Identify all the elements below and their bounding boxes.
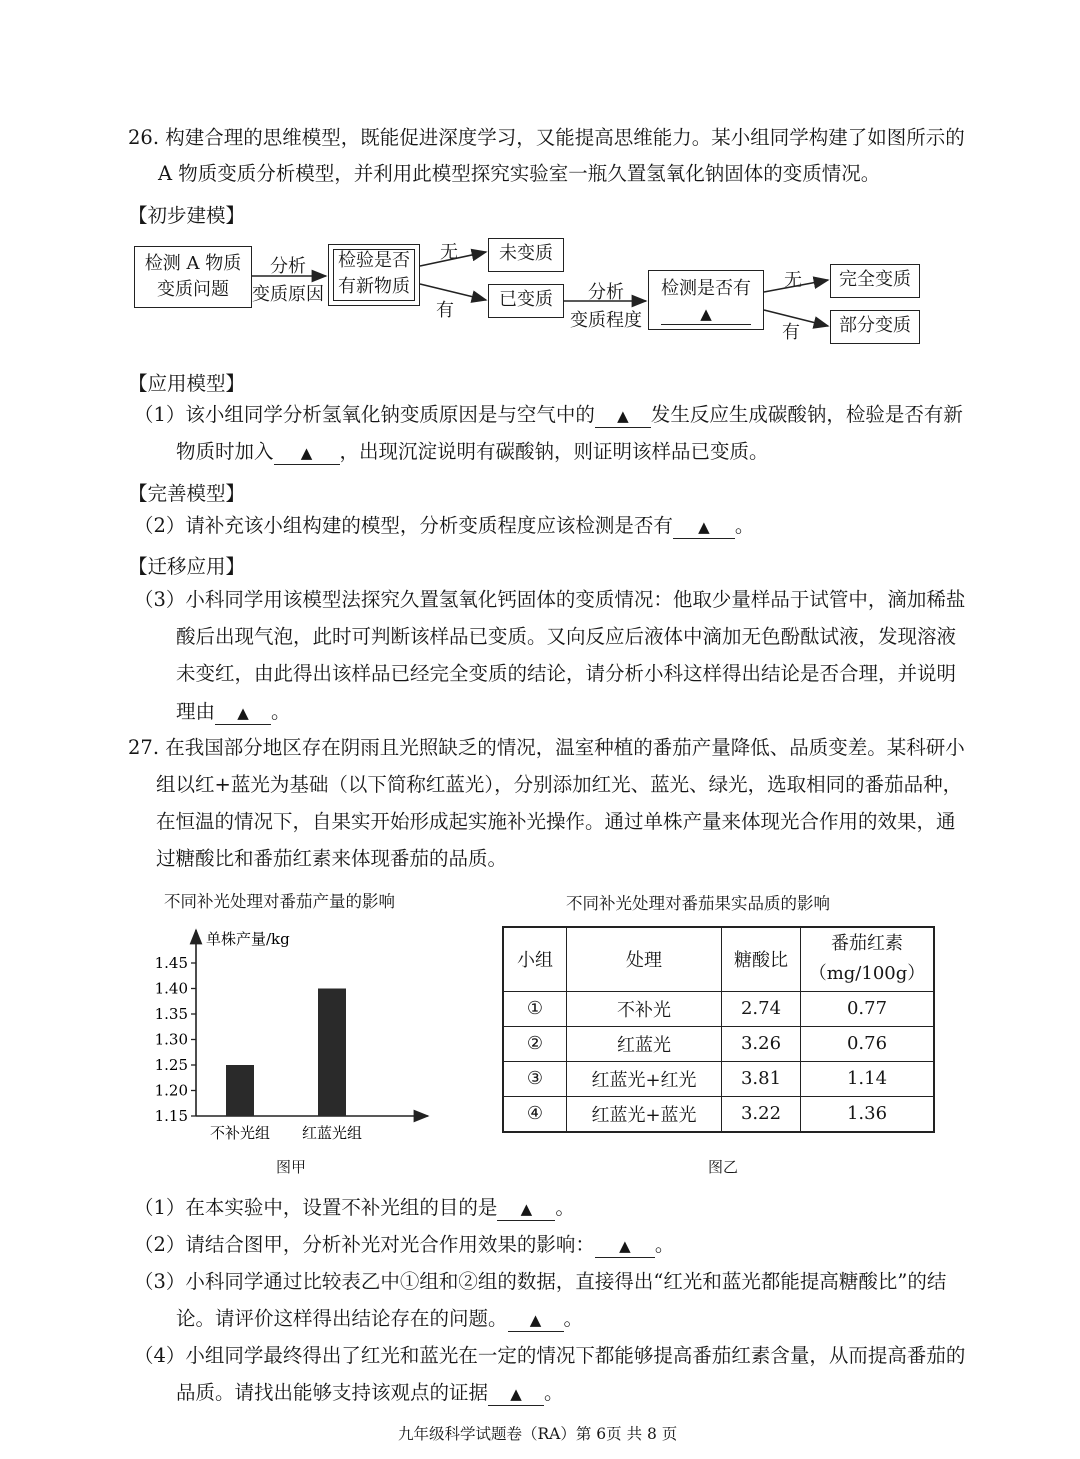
q26-line2: A 物质变质分析模型，并利用此模型探究实验室一瓶久置氢氧化钠固体的变质情况。 xyxy=(158,162,881,185)
text: 。 xyxy=(555,1196,575,1219)
table-header: 小组 xyxy=(503,927,567,991)
branch-no-label: 无 xyxy=(440,242,458,263)
table-cell: 3.22 xyxy=(722,1096,801,1132)
text: （1）该小组同学分析氢氧化钠变质原因是与空气中的 xyxy=(134,403,595,426)
table-cell: ③ xyxy=(503,1061,567,1096)
q27-line2: 组以红+蓝光为基础（以下简称红蓝光），分别添加红光、蓝光、绿光，选取相同的番茄品种， xyxy=(156,773,963,796)
box-text: 检测 A 物质 xyxy=(144,253,242,274)
branch-no-label: 无 xyxy=(784,270,802,291)
table-row xyxy=(503,1061,934,1096)
text: （1）在本实验中，设置不补光组的目的是 xyxy=(134,1196,498,1219)
y-tick-label: 1.25 xyxy=(154,1056,188,1074)
answer-blank: ▲ xyxy=(488,1383,544,1406)
bar xyxy=(226,1065,254,1116)
table-cell: ④ xyxy=(503,1096,567,1132)
q27-part1 xyxy=(134,1197,575,1221)
section-initial-modeling: 【初步建模】 xyxy=(128,204,246,227)
arrow-label: 分析 xyxy=(588,282,624,303)
box-text: 检验是否 xyxy=(338,250,410,271)
y-axis-label: 单株产量/kg xyxy=(206,930,290,948)
table-cell: 不补光 xyxy=(567,991,722,1026)
text: 。 xyxy=(544,1381,564,1404)
text: 品质。请找出能够支持该观点的证据 xyxy=(176,1381,489,1404)
table-header xyxy=(801,927,935,991)
q27-line3: 在恒温的情况下，自果实开始形成起实施补光操作。通过单株产量来体现光合作用的效果，通 xyxy=(156,810,956,833)
table-cell: 1.14 xyxy=(801,1061,935,1096)
q27-part3-line2 xyxy=(176,1308,583,1332)
answer-blank: ▲ xyxy=(673,516,735,539)
text: 发生反应生成碳酸钠，检验是否有新 xyxy=(650,403,963,426)
diagram-blank: ▲ xyxy=(661,304,751,325)
box-text: 检测是否有 xyxy=(661,278,751,299)
x-category-label: 红蓝光组 xyxy=(301,1124,363,1142)
table-cell: ① xyxy=(503,991,567,1026)
q27-line4: 过糖酸比和番茄红素来体现番茄的品质。 xyxy=(156,847,508,870)
text: （2）请补充该小组构建的模型，分析变质程度应该检测是否有 xyxy=(134,514,673,537)
table-cell: 红蓝光 xyxy=(567,1026,722,1061)
box-text: 有新物质 xyxy=(338,276,410,297)
diagram-arrows xyxy=(0,0,1080,360)
table-cell: 3.81 xyxy=(722,1061,801,1096)
table-header: 处理 xyxy=(567,927,722,991)
table-header: 糖酸比 xyxy=(722,927,801,991)
table-cell: 0.76 xyxy=(801,1026,935,1061)
arrow-label: 变质原因 xyxy=(252,284,324,305)
fully-changed-box: 完全变质 xyxy=(830,264,920,298)
q26-part1-line1 xyxy=(134,404,963,428)
y-tick-label: 1.20 xyxy=(154,1081,188,1100)
answer-blank: ▲ xyxy=(215,702,271,725)
y-tick-label: 1.15 xyxy=(154,1107,188,1125)
answer-blank: ▲ xyxy=(595,1235,655,1258)
section-improve-model: 【完善模型】 xyxy=(128,482,246,505)
bar xyxy=(318,989,346,1117)
section-transfer-application: 【迁移应用】 xyxy=(128,555,246,578)
branch-yes-label: 有 xyxy=(782,322,800,343)
text: 物质时加入 xyxy=(176,440,274,463)
page-footer: 九年级科学试题卷（RA）第 6页 共 8 页 xyxy=(398,1425,678,1443)
answer-blank: ▲ xyxy=(508,1309,564,1332)
chart-caption: 图甲 xyxy=(276,1158,307,1176)
q26-line1: 26. 构建合理的思维模型，既能促进深度学习，又能提高思维能力。某小组同学构建了如图所示的 xyxy=(128,126,965,149)
box-text: 变质问题 xyxy=(157,279,229,300)
text: 。 xyxy=(271,700,291,723)
y-tick-label: 1.30 xyxy=(154,1030,188,1049)
yield-bar-chart xyxy=(150,920,450,1180)
text: 。 xyxy=(563,1307,584,1330)
text: 理由 xyxy=(176,700,216,723)
x-category-label: 不补光组 xyxy=(209,1124,271,1142)
q26-part3-line3: 未变红，由此得出该样品已经完全变质的结论，请分析小科这样得出结论是否合理，并说明 xyxy=(176,662,957,685)
table-cell: 0.77 xyxy=(801,991,935,1026)
partially-changed-box: 部分变质 xyxy=(830,310,920,344)
text: （2）请结合图甲，分析补光对光合作用效果的影响： xyxy=(134,1233,595,1256)
y-tick-label: 1.40 xyxy=(154,979,188,998)
q27-line1: 27. 在我国部分地区存在阴雨且光照缺乏的情况，温室种植的番茄产量降低、品质变差。某科研小 xyxy=(128,736,965,759)
chart-title: 不同补光处理对番茄产量的影响 xyxy=(164,892,395,911)
text: 论。请评价这样得出结论存在的问题。 xyxy=(176,1307,508,1330)
q26-part2 xyxy=(134,515,754,539)
y-tick-label: 1.35 xyxy=(154,1005,188,1023)
table-cell: 1.36 xyxy=(801,1096,935,1132)
answer-blank: ▲ xyxy=(595,405,651,428)
table-row xyxy=(503,991,934,1026)
q27-part4-line1: （4）小组同学最终得出了红光和蓝光在一定的情况下都能够提高番茄红素含量，从而提高番茄的 xyxy=(134,1344,966,1367)
arrow-label: 分析 xyxy=(270,256,306,277)
arrow-label: 变质程度 xyxy=(570,310,642,331)
branch-yes-label: 有 xyxy=(436,300,454,321)
table-title: 不同补光处理对番茄果实品质的影响 xyxy=(566,894,830,913)
table-cell: ② xyxy=(503,1026,567,1061)
q26-part3-line4 xyxy=(176,701,291,725)
table-cell: 2.74 xyxy=(722,991,801,1026)
header-text: （mg/100g） xyxy=(808,963,926,985)
table-cell: 3.26 xyxy=(722,1026,801,1061)
quality-table xyxy=(502,926,935,1133)
q26-part3-line1: （3）小科同学用该模型法探究久置氢氧化钙固体的变质情况：他取少量样品于试管中，滴加稀盐 xyxy=(134,588,966,611)
q26-part1-line2 xyxy=(176,441,769,465)
unchanged-box: 未变质 xyxy=(488,238,564,272)
q26-part3-line2: 酸后出现气泡，此时可判断该样品已变质。又向反应后液体中滴加无色酚酞试液，发现溶液 xyxy=(176,625,957,648)
table-row xyxy=(503,1026,934,1061)
text: 。 xyxy=(734,514,755,537)
q27-part2 xyxy=(134,1234,674,1258)
section-apply-model: 【应用模型】 xyxy=(128,372,246,395)
header-text: 番茄红素 xyxy=(831,933,903,955)
q27-part3-line1: （3）小科同学通过比较表乙中①组和②组的数据，直接得出“红光和蓝光都能提高糖酸比”的结 xyxy=(134,1270,947,1293)
table-caption: 图乙 xyxy=(708,1158,739,1176)
answer-blank: ▲ xyxy=(497,1198,555,1221)
table-cell: 红蓝光+蓝光 xyxy=(567,1096,722,1132)
y-tick-label: 1.45 xyxy=(154,954,188,972)
answer-blank: ▲ xyxy=(274,442,340,465)
table-row xyxy=(503,1096,934,1132)
text: 。 xyxy=(654,1233,675,1256)
table-cell: 红蓝光+红光 xyxy=(567,1061,722,1096)
text: ，出现沉淀说明有碳酸钠，则证明该样品已变质。 xyxy=(339,440,769,463)
q27-part4-line2 xyxy=(176,1382,564,1406)
changed-box: 已变质 xyxy=(488,284,564,318)
